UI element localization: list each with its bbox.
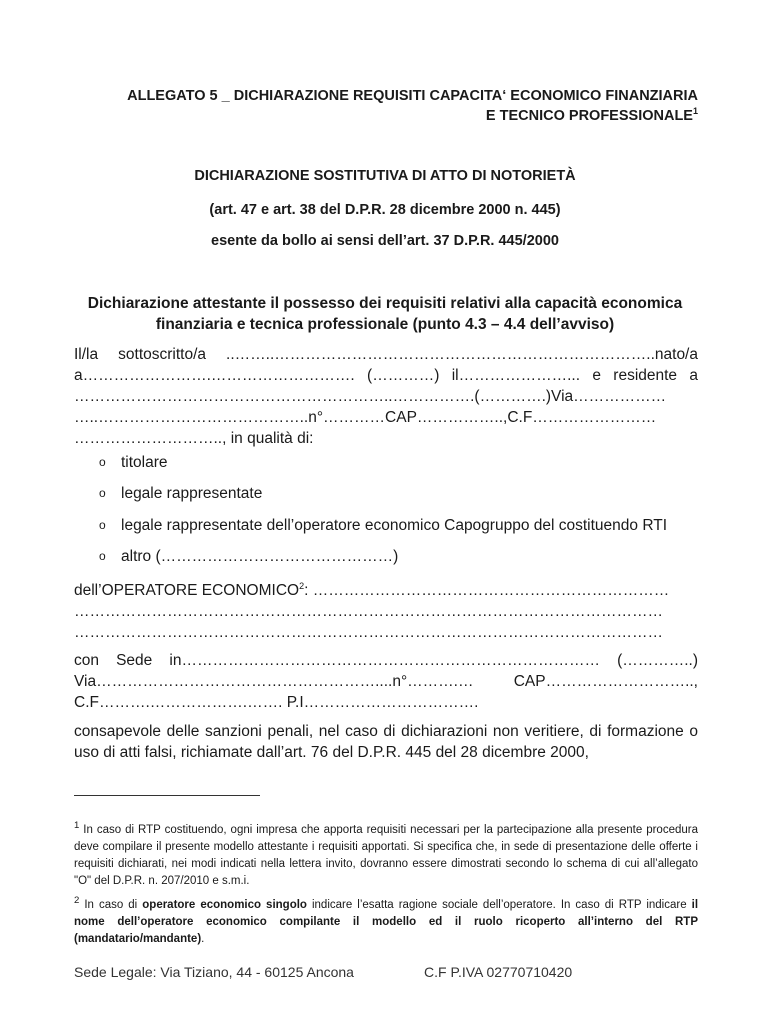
subscriber-line: ……………………………………………………..…………….(………….)Via……………… [74,388,667,405]
footnote-2-text-c: indicare l’esatta ragione sociale dell’operatore. In caso di RTP indicare [306,898,692,911]
consapevole-paragraph [74,721,698,763]
operator-label: dell’OPERATORE ECONOMICO [74,582,300,599]
document-title [60,86,698,126]
option-titolare[interactable] [99,454,168,472]
title-line-2-text: E TECNICO PROFESSIONALE [485,108,693,124]
option-label: titolare [121,454,168,471]
footer-address: Sede Legale: Via Tiziano, 44 - 60125 Ancona [74,964,354,980]
subscriber-line: …..…………………………………..n°…………CAP……………..,C.F…………………… [74,409,657,426]
seat-block [74,650,698,713]
consapevole-line-1: consapevole delle sanzioni penali, nel caso di dichiarazioni non veritiere, di formazione o [74,723,698,740]
subscriber-block [74,344,698,449]
operator-line-1 [74,580,698,601]
heading-stamp-exemption: esente da bollo ai sensi dell’art. 37 D.P.R. 445/2000 [211,233,559,249]
footnote-1-mark: 1 [74,820,80,831]
option-bullet-icon: o [99,549,106,563]
footnote-1-text: In caso di RTP costituendo, ogni impresa che apporta requisiti necessari per la partecipazione alla presente procedura deve compilare il presente modello attestante i requisiti apportati. Si specifica che, in sede di presentazione delle offerte i requisiti dichiarati, nei modi indicati nella lettera invito, dovranno essere dimostrati secondo lo schema di cui all’allegato "O" del D.P.R. n. 207/2010 e s.m.i. [74,823,698,887]
title-line-1: ALLEGATO 5 _ DICHIARAZIONE REQUISITI CAPACITA‘ ECONOMICO FINANZIARIA [127,88,698,104]
footnote-ref-2[interactable]: 2 [299,581,305,591]
footnote-2-bold-a: operatore economico singolo [142,898,307,911]
declaration-title [74,293,696,335]
title-line-2 [60,106,698,126]
heading-main: DICHIARAZIONE SOSTITUTIVA DI ATTO DI NOTORIETÀ [194,168,576,184]
option-bullet-icon: o [99,486,106,500]
operator-block [74,580,698,643]
footnote-2-text-e: . [201,932,205,945]
operator-field[interactable]: : …………………………………………………………… [304,582,670,599]
option-bullet-icon: o [99,455,106,469]
subscriber-line: a…………………….………………………. (…………) il…………………... e residente a [74,367,698,384]
consapevole-line-2: uso di atti falsi, richiamate dall’art. 76 del D.P.R. 445 del 28 dicembre 2000, [74,744,589,761]
footer-tax-id: C.F P.IVA 02770710420 [424,964,573,980]
operator-line-2[interactable]: …………………………………………………………………………………………………… [74,603,663,620]
footnote-2-text-a: In caso di [84,898,143,911]
option-legale-rappresentante[interactable] [99,485,262,503]
footnote-2-mark: 2 [74,895,80,906]
footnote-1 [74,817,698,890]
seat-line-2[interactable]: Via………………………………………………....n°……….… CAP……………………….., [74,673,698,690]
operator-line-3[interactable]: …………………………………………………………………………………………………… [74,624,663,641]
option-label: legale rappresentate dell’operatore economico Capogruppo del costituendo RTI [121,517,668,534]
footnote-2-bold-d: il nome dell’operatore economico compilante il modello ed il ruolo ricoperto all’interno del RTP (mandatario/mandante) [74,898,699,945]
option-altro[interactable] [99,548,398,566]
footnote-separator [74,795,260,796]
seat-line-1[interactable]: con Sede in……………………………………………………………………… (…………..) [74,652,698,669]
seat-line-3[interactable]: C.F……….……………….……. P.I……………………………. [74,694,479,711]
option-capogruppo-rti[interactable] [99,517,667,535]
declaration-title-line-2: finanziaria e tecnica professionale (punto 4.3 – 4.4 dell’avviso) [155,316,615,333]
subscriber-line: ……………………….., in qualità di: [74,430,314,447]
option-label: altro (………………………………………) [121,548,399,565]
footnote-ref-1[interactable]: 1 [692,106,698,116]
subscriber-line: Il/la sottoscritto/a ..……..………………………………………………………………..nato/a [74,346,698,363]
declaration-title-line-1: Dichiarazione attestante il possesso dei requisiti relativi alla capacità economica [87,295,683,312]
heading-law-reference: (art. 47 e art. 38 del D.P.R. 28 dicembre 2000 n. 445) [209,202,561,218]
footnote-2 [74,892,698,948]
option-bullet-icon: o [99,518,106,532]
option-label: legale rappresentate [121,485,263,502]
